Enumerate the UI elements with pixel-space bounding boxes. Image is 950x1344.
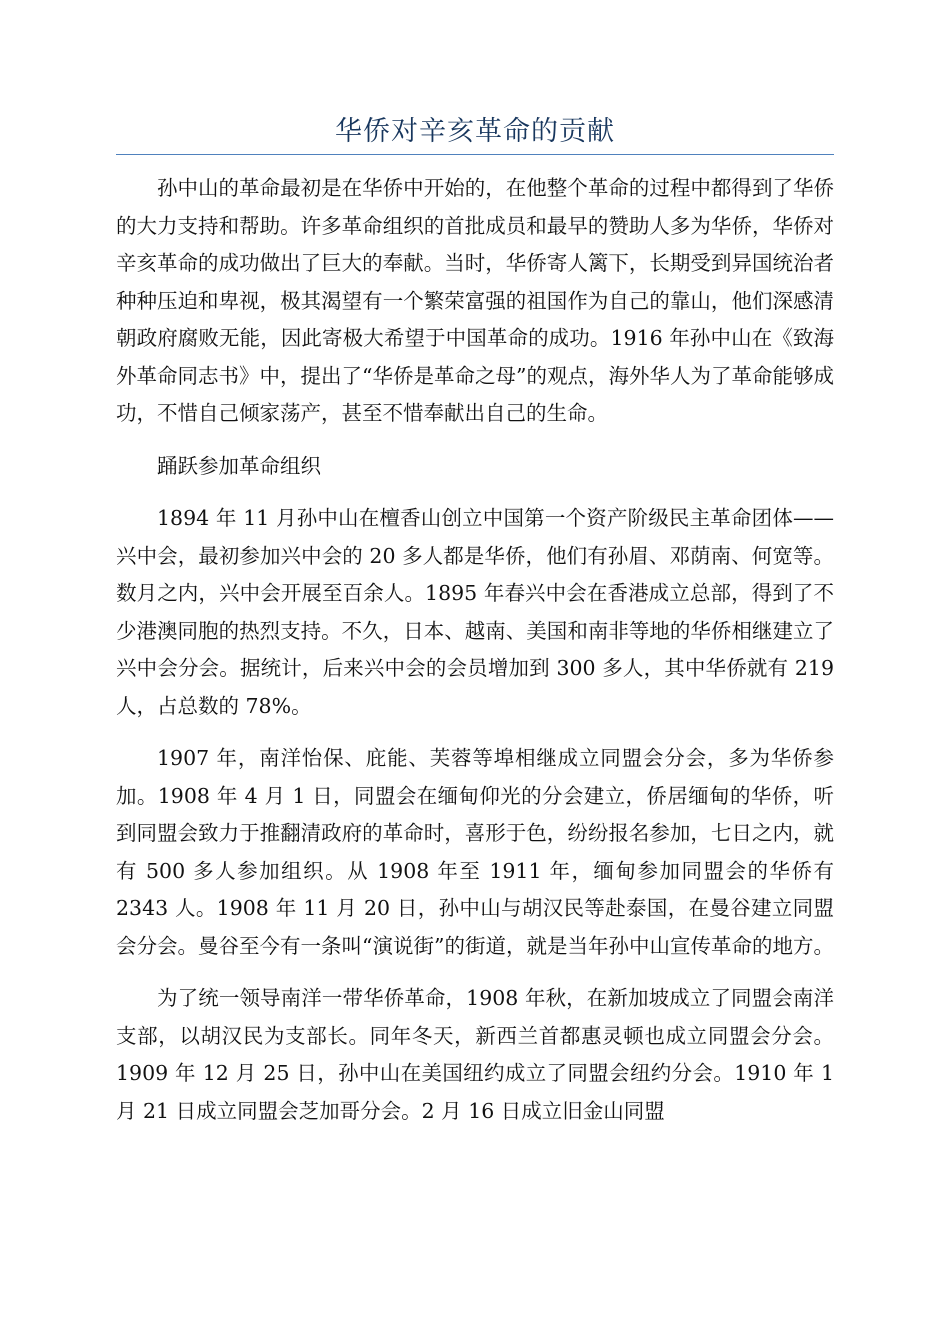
document-title: 华侨对辛亥革命的贡献 (335, 116, 615, 147)
paragraph-intro: 孙中山的革命最初是在华侨中开始的，在他整个革命的过程中都得到了华侨的大力支持和帮助。许多革命组织的首批成员和最早的赞助人多为华侨，华侨对辛亥革命的成功做出了巨大的奉献。当时，华侨寄人篱下，长期受到异国统治者种种压迫和卑视，极其渴望有一个繁荣富强的祖国作为自己的靠山，他们深感清朝政府腐败无能，因此寄极大希望于中国革命的成功。1916 年孙中山在《致海外革命同志书》中，提出了“华侨是革命之母”的观点，海外华人为了革命能够成功，不惜自己倾家荡产，甚至不惜奉献出自己的生命。 (116, 176, 834, 425)
title-underline (116, 154, 834, 155)
paragraph-tongmenghui-1907: 1907 年，南洋怡保、庇能、芙蓉等埠相继成立同盟会分会，多为华侨参加。1908 年 4 月 1 日，同盟会在缅甸仰光的分会建立，侨居缅甸的华侨，听到同盟会致力于推翻清政府的革命时，喜形于色，纷纷报名参加，七日之内，就有 500 多人参加组织。从 1908 年至 1911 年，缅甸参加同盟会的华侨有 2343 人。1908 年 11 月 20 日，孙中山与胡汉民等赴泰国，在曼谷建立同盟会分会。曼谷至今有一条叫“演说街”的街道，就是当年孙中山宣传革命的地方。 (116, 746, 834, 958)
paragraph-tongmenghui-nanyang: 为了统一领导南洋一带华侨革命，1908 年秋，在新加坡成立了同盟会南洋支部，以胡汉民为支部长。同年冬天，新西兰首都惠灵顿也成立同盟会分会。1909 年 12 月 25 日，孙中山在美国纽约成立了同盟会纽约分会。1910 年 1 月 21 日成立同盟会芝加哥分会。2 月 16 日成立旧金山同盟 (116, 986, 834, 1123)
document-body (116, 170, 834, 1145)
paragraph-xingzhonghui: 1894 年 11 月孙中山在檀香山创立中国第一个资产阶级民主革命团体——兴中会，最初参加兴中会的 20 多人都是华侨，他们有孙眉、邓荫南、何宽等。数月之内，兴中会开展至百余人。1895 年春兴中会在香港成立总部，得到了不少港澳同胞的热烈支持。不久，日本、越南、美国和南非等地的华侨相继建立了兴中会分会。据统计，后来兴中会的会员增加到 300 多人，其中华侨就有 219 人，占总数的 78%。 (116, 506, 834, 718)
section-heading: 踊跃参加革命组织 (157, 453, 321, 478)
